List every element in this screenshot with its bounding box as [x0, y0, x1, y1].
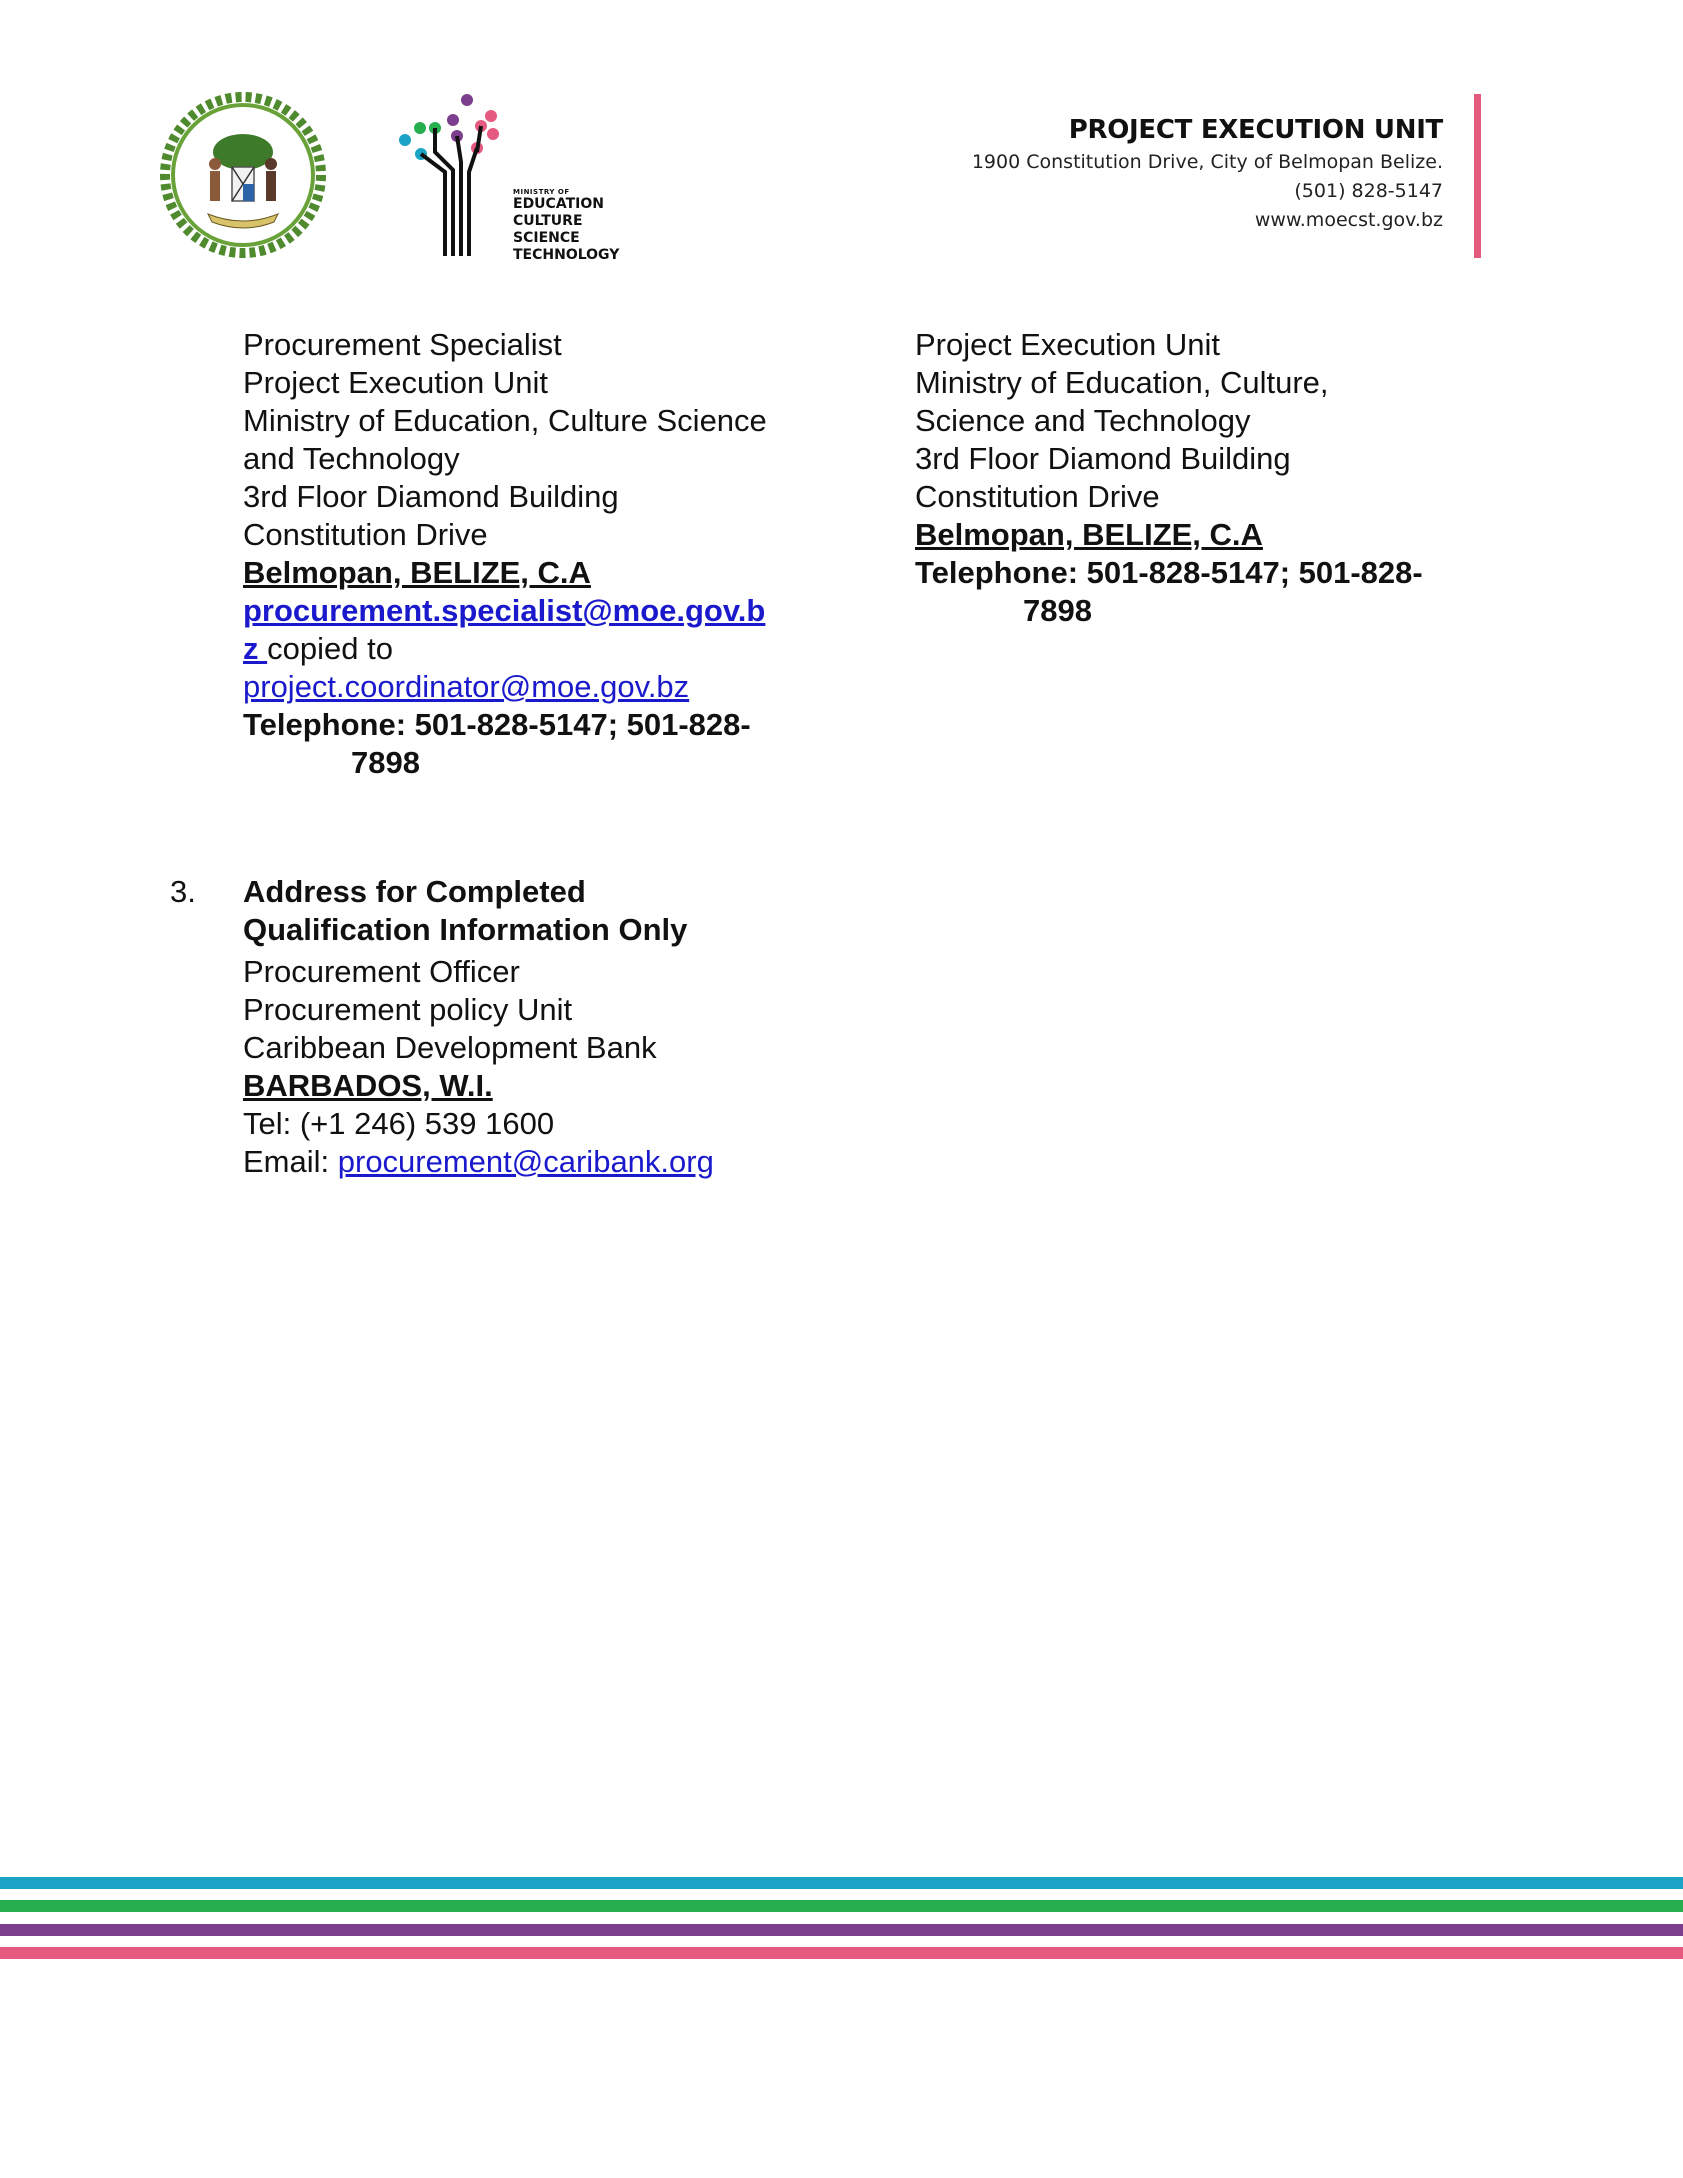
email-link-procurement-specialist-cont[interactable]: z	[243, 631, 268, 666]
address-city: Belmopan, BELIZE, C.A	[915, 517, 1263, 552]
footer-stripe-green	[0, 1900, 1683, 1912]
address-line: Ministry of Education, Culture,	[915, 365, 1329, 400]
letterhead-contact	[972, 112, 1443, 235]
address-line: and Technology	[243, 441, 460, 476]
copied-to-text: copied to	[267, 631, 393, 666]
left-address-block	[243, 326, 823, 782]
ministry-logo	[395, 92, 635, 262]
footer-stripe-pink	[0, 1947, 1683, 1959]
section-heading: Address for Completed	[243, 874, 586, 909]
tel-line: Tel: (+1 246) 539 1600	[243, 1106, 555, 1141]
footer-stripe-purple	[0, 1924, 1683, 1936]
address-line: Procurement Specialist	[243, 327, 562, 362]
address-country: BARBADOS, W.I.	[243, 1068, 493, 1103]
address-line: Caribbean Development Bank	[243, 1030, 657, 1065]
email-link-project-coordinator[interactable]: project.coordinator@moe.gov.bz	[243, 669, 690, 704]
telephone-line-cont: 7898	[1023, 593, 1092, 628]
address-line: 3rd Floor Diamond Building	[915, 441, 1291, 476]
section-heading-cont: Qualification Information Only	[243, 912, 688, 947]
address-line: Ministry of Education, Culture Science	[243, 403, 767, 438]
unit-title: PROJECT EXECUTION UNIT	[1068, 115, 1443, 145]
telephone-line: Telephone: 501-828-5147; 501-828-	[243, 707, 751, 742]
letterhead-phone: (501) 828-5147	[1294, 180, 1443, 202]
letterhead-address: 1900 Constitution Drive, City of Belmopan Belize.	[971, 151, 1443, 173]
belize-coat-of-arms-seal	[160, 92, 326, 258]
telephone-line: Telephone: 501-828-5147; 501-828-	[915, 555, 1423, 590]
address-line: Project Execution Unit	[915, 327, 1220, 362]
header-accent-bar	[1474, 94, 1481, 258]
section-3-block	[243, 873, 714, 1181]
address-line: Constitution Drive	[243, 517, 488, 552]
address-line: Procurement Officer	[243, 954, 520, 989]
ministry-logo-text: MINISTRY OF EDUCATION CULTURE SCIENCE TECHNOLOGY	[513, 188, 620, 263]
address-city: Belmopan, BELIZE, C.A	[243, 555, 591, 590]
section-number: 3.	[170, 874, 196, 909]
address-line: Procurement policy Unit	[243, 992, 573, 1027]
telephone-line-cont: 7898	[351, 745, 420, 780]
address-line: 3rd Floor Diamond Building	[243, 479, 619, 514]
address-line: Project Execution Unit	[243, 365, 548, 400]
right-address-block	[915, 326, 1515, 630]
email-link-cdb-procurement[interactable]: procurement@caribank.org	[337, 1144, 714, 1179]
email-label: Email:	[243, 1144, 338, 1179]
footer-stripe-teal	[0, 1877, 1683, 1889]
address-line: Science and Technology	[915, 403, 1251, 438]
email-link-procurement-specialist[interactable]: procurement.specialist@moe.gov.b	[243, 593, 766, 628]
letterhead-website[interactable]: www.moecst.gov.bz	[1254, 209, 1443, 231]
address-line: Constitution Drive	[915, 479, 1160, 514]
